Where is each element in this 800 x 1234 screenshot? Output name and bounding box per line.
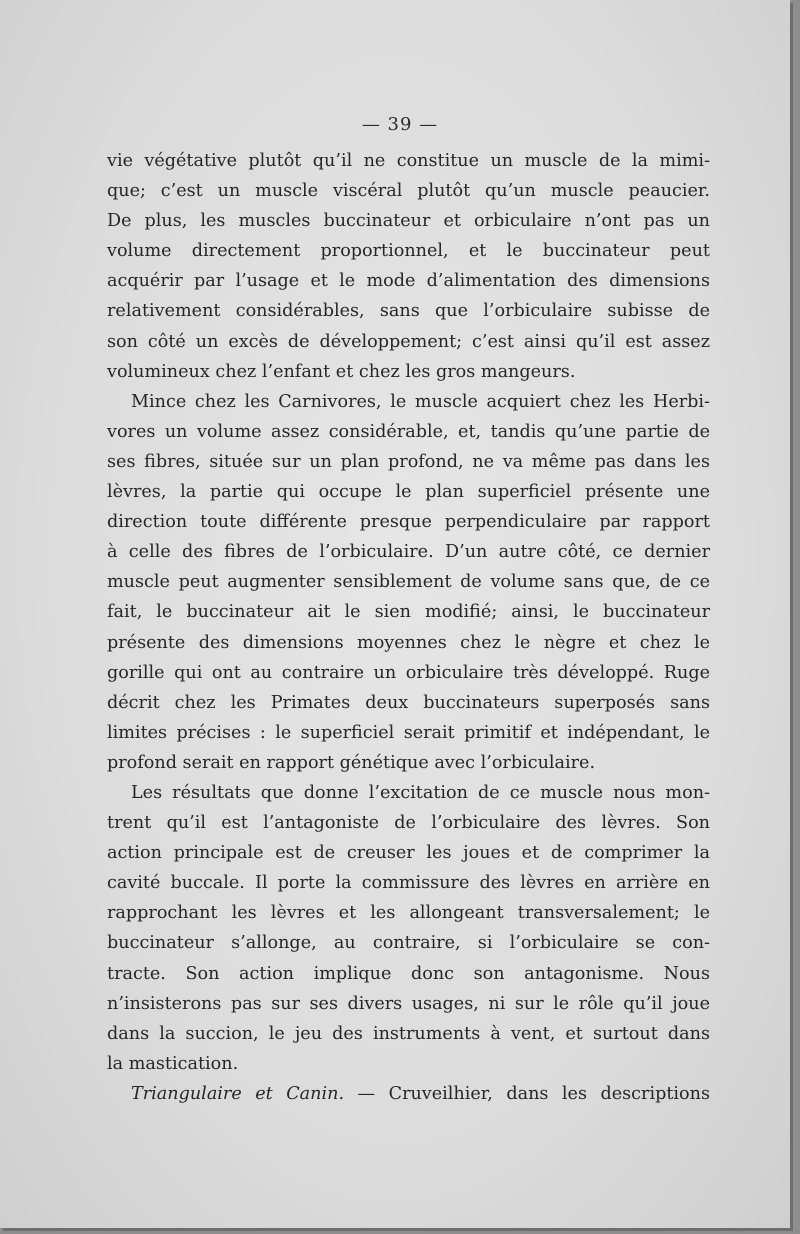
text-line: rapprochant les lèvres et les allongeant transversalement; le: [107, 903, 710, 924]
text-line: Mince chez les Carnivores, le muscle acquiert chez les Herbi-: [131, 391, 710, 412]
body-text: [107, 146, 710, 1109]
section-heading-continuation: — Cruveilhier, dans les descriptions: [344, 1083, 710, 1104]
text-line: dans la succion, le jeu des instruments à vent, et surtout dans: [107, 1023, 710, 1044]
paragraph-2: [107, 387, 710, 778]
text-line: volume directement proportionnel, et le buccinateur peut: [107, 241, 710, 262]
paragraph-3: [107, 778, 710, 1079]
text-line: vores un volume assez considérable, et, tandis qu’une partie de: [107, 421, 710, 442]
text-line: relativement considérables, sans que l’orbiculaire subisse de: [107, 301, 710, 322]
text-line: direction toute différente presque perpendiculaire par rapport: [107, 512, 710, 533]
text-line: [107, 1079, 710, 1109]
text-line: trent qu’il est l’antagoniste de l’orbiculaire des lèvres. Son: [107, 813, 710, 834]
text-line: muscle peut augmenter sensiblement de volume sans que, de ce: [107, 572, 710, 593]
text-line: son côté un excès de développement; c’est ainsi qu’il est assez: [107, 331, 710, 352]
text-line: à celle des fibres de l’orbiculaire. D’un autre côté, ce dernier: [107, 542, 710, 563]
text-line: ses fibres, située sur un plan profond, ne va même pas dans les: [107, 451, 710, 472]
paragraph-1: [107, 146, 710, 387]
text-line: profond serait en rapport génétique avec l’orbiculaire.: [107, 752, 596, 773]
text-line: fait, le buccinateur ait le sien modifié; ainsi, le buccinateur: [107, 602, 710, 623]
text-line: gorille qui ont au contraire un orbiculaire très développé. Ruge: [107, 662, 710, 683]
text-line: présente des dimensions moyennes chez le nègre et chez le: [107, 632, 710, 653]
section-heading-italic: Triangulaire et Canin.: [131, 1083, 345, 1104]
text-line: cavité buccale. Il porte la commissure des lèvres en arrière en: [107, 873, 710, 894]
text-line: buccinateur s’allonge, au contraire, si l’orbiculaire se con-: [107, 933, 710, 954]
text-line: décrit chez les Primates deux buccinateurs superposés sans: [107, 692, 710, 713]
paragraph-4: [107, 1079, 710, 1109]
text-line: que; c’est un muscle viscéral plutôt qu’un muscle peaucier.: [107, 181, 710, 202]
text-line: acquérir par l’usage et le mode d’alimentation des dimensions: [107, 271, 710, 292]
text-line: limites précises : le superficiel serait primitif et indépendant, le: [107, 722, 710, 743]
text-line: tracte. Son action implique donc son antagonisme. Nous: [107, 963, 710, 984]
text-line: la mastication.: [107, 1053, 239, 1074]
text-line: n’insisterons pas sur ses divers usages, ni sur le rôle qu’il joue: [107, 993, 710, 1014]
text-line: De plus, les muscles buccinateur et orbiculaire n’ont pas un: [107, 211, 710, 232]
text-line: volumineux chez l’enfant et chez les gros mangeurs.: [107, 361, 576, 382]
text-line: action principale est de creuser les joues et de comprimer la: [107, 843, 710, 864]
page-number: — 39 —: [361, 114, 439, 135]
text-line: Les résultats que donne l’excitation de ce muscle nous mon-: [131, 782, 710, 803]
text-line: vie végétative plutôt qu’il ne constitue un muscle de la mimi-: [107, 151, 710, 171]
text-line: lèvres, la partie qui occupe le plan superficiel présente une: [107, 482, 710, 503]
